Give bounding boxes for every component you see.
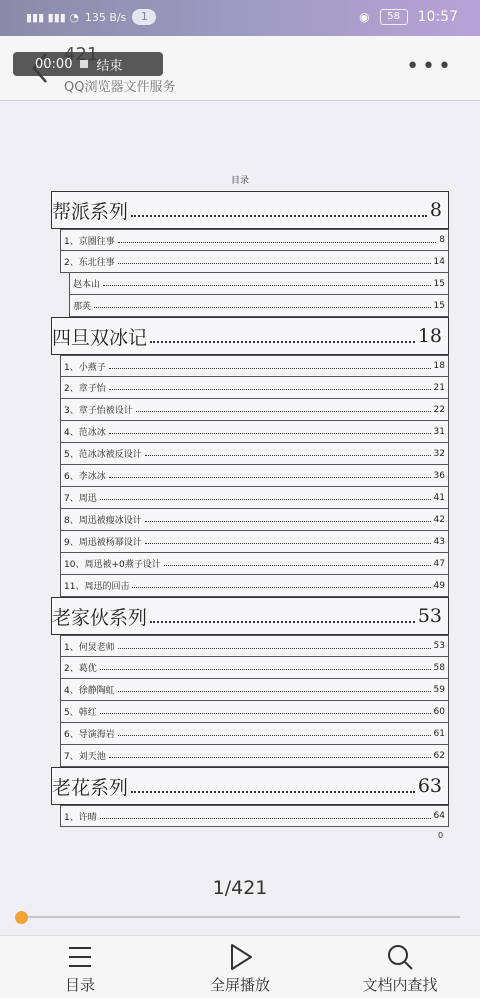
toc-entry-label: 5、范冰冰被反设计 <box>64 450 142 460</box>
net-speed: 135 B/s <box>84 10 127 24</box>
toc-leader-dots <box>145 543 431 544</box>
toc-leader-dots <box>150 621 415 623</box>
toc-entry[interactable] <box>60 509 449 531</box>
toc-leader-dots <box>100 669 431 670</box>
toc-section[interactable] <box>51 317 449 355</box>
toc-entry-page: 21 <box>433 382 445 393</box>
toc-entry[interactable] <box>60 229 449 251</box>
toc-entry-label: 6、李冰冰 <box>64 472 106 482</box>
toc-entry-page: 53 <box>433 641 445 651</box>
toc-entry[interactable] <box>60 723 449 745</box>
toc-entry-page: 31 <box>433 426 445 437</box>
toc-entry-label: 6、导演海岩 <box>64 730 115 740</box>
toc-section-title: 四旦双冰记 <box>52 326 148 349</box>
more-options-button[interactable] <box>406 54 454 79</box>
toc-entry[interactable] <box>60 553 449 575</box>
toc-entry-label: 1、许晴 <box>64 812 97 823</box>
toc-section-page: 8 <box>429 199 442 221</box>
recorder-time: 00:00 <box>35 56 73 72</box>
status-left <box>26 9 156 25</box>
toc-entry[interactable] <box>60 443 449 465</box>
stop-icon <box>80 60 88 68</box>
status-bar <box>0 0 480 36</box>
toc-section-page: 53 <box>417 605 442 627</box>
toc-entry-page: 41 <box>433 492 445 503</box>
toc-leader-dots <box>145 521 431 522</box>
toc-entry-label: 5、韩红 <box>64 708 97 718</box>
toc-leader-dots <box>100 713 431 714</box>
toc-entry-label: 3、章子怡被设计 <box>64 406 133 416</box>
toc-heading: 目录 <box>230 176 249 186</box>
toc-entry-label: 2、葛优 <box>64 664 97 674</box>
status-right <box>359 9 458 25</box>
toc-section-page: 18 <box>417 325 442 347</box>
toc-entry-label: 赵本山 <box>73 280 101 290</box>
toc-entry[interactable] <box>60 377 449 399</box>
toc-entry[interactable] <box>60 679 449 701</box>
toc-leader-dots <box>131 791 415 793</box>
toc-entry-label: 1、何炅老师 <box>64 642 115 653</box>
toc-section-title: 帮派系列 <box>52 200 129 223</box>
toc-entry[interactable] <box>60 251 449 273</box>
toc-entry[interactable] <box>60 355 449 377</box>
toc-entry-page: 18 <box>433 361 445 371</box>
toc-leader-dots <box>118 648 431 649</box>
eye-comfort-icon: ◉ <box>359 10 370 24</box>
document-page[interactable] <box>0 101 480 861</box>
page-counter: 1/421 <box>212 877 268 899</box>
toc-entry-page: 59 <box>433 684 445 695</box>
toc-entry-label: 1、京圈往事 <box>64 236 115 247</box>
find-in-document-label: 文档内查找 <box>362 976 438 994</box>
more-dots-icon: ••• <box>406 54 454 79</box>
toc-entry[interactable] <box>60 657 449 679</box>
page-slider-thumb[interactable] <box>15 911 28 924</box>
find-in-document-button[interactable] <box>320 936 480 998</box>
play-icon <box>225 942 255 972</box>
toc-section-page: 63 <box>417 775 442 797</box>
toc-entry-page: 43 <box>433 536 445 547</box>
recorder-end-button[interactable]: 结束 <box>96 58 123 74</box>
toc-leader-dots <box>109 389 431 390</box>
toc-section[interactable] <box>51 767 449 805</box>
toc-section[interactable] <box>51 597 449 635</box>
toc-leader-dots <box>131 215 427 217</box>
toc-button-label: 目录 <box>64 976 95 994</box>
toc-entry-label: 10、周迅被+0燕子设计 <box>64 560 161 570</box>
toc-entry-label: 9、周迅被杨幂设计 <box>64 538 142 548</box>
toc-leader-dots <box>164 565 431 566</box>
toc-section-title: 老花系列 <box>52 776 129 799</box>
toc-leader-dots <box>118 691 431 692</box>
toc-leader-dots <box>100 818 431 819</box>
toc-button[interactable] <box>0 936 160 998</box>
toc-entry-label: 7、刘天池 <box>64 752 106 762</box>
toc-entry-page: 47 <box>433 558 445 569</box>
toc-entry-label: 2、东北往事 <box>64 258 115 268</box>
toc-entry[interactable] <box>60 531 449 553</box>
toc-entry-page: 58 <box>433 662 445 673</box>
table-of-contents <box>51 191 449 827</box>
fullscreen-play-button[interactable] <box>160 936 320 998</box>
toc-leader-dots <box>103 285 431 286</box>
toc-entry-page: 64 <box>433 811 445 821</box>
toc-entry-label: 2、章子怡 <box>64 384 106 394</box>
toc-entry-label: 1、小燕子 <box>64 362 106 373</box>
toc-entry-label: 4、徐静陶虹 <box>64 686 115 696</box>
toc-entry[interactable] <box>60 805 449 827</box>
toc-leader-dots <box>145 455 431 456</box>
toc-entry[interactable] <box>60 701 449 723</box>
toc-section-title: 老家伙系列 <box>52 606 148 629</box>
bottom-toolbar <box>0 935 480 998</box>
toc-entry-page: 32 <box>433 448 445 459</box>
toc-entry-page: 15 <box>433 278 445 289</box>
toc-entry[interactable] <box>60 465 449 487</box>
toc-leader-dots <box>132 587 430 588</box>
document-page-number: 0 <box>438 831 444 840</box>
toc-leader-dots <box>109 477 431 478</box>
toc-entry-label: 11、周迅的回击 <box>64 582 130 592</box>
page-subtitle: QQ浏览器文件服务 <box>64 80 176 95</box>
toc-leader-dots <box>118 263 431 264</box>
toc-entry[interactable] <box>60 745 449 767</box>
notification-badge: 1 <box>132 9 156 25</box>
toc-entry-label: 那英 <box>73 302 92 312</box>
fullscreen-play-label: 全屏播放 <box>209 976 270 994</box>
toc-leader-dots <box>136 411 431 412</box>
toc-entry-label: 8、周迅被瘦冰设计 <box>64 516 142 526</box>
toc-entry-page: 14 <box>433 256 445 267</box>
toc-section[interactable] <box>51 191 449 229</box>
toc-entry[interactable] <box>60 635 449 657</box>
toc-entry-label: 7、周迅 <box>64 494 97 504</box>
toc-leader-dots <box>118 735 431 736</box>
screen-recorder-overlay[interactable] <box>13 52 163 76</box>
toc-entry-page: 61 <box>433 728 445 739</box>
toc-entry[interactable] <box>60 487 449 509</box>
toc-entry[interactable] <box>69 295 449 317</box>
clock: 10:57 <box>417 9 458 25</box>
signal-icon: ▮▮▮ ▮▮▮ ◔ <box>26 10 79 24</box>
toc-entry-page: 15 <box>433 300 445 311</box>
toc-entry[interactable] <box>60 421 449 443</box>
toc-entry-page: 62 <box>433 750 445 761</box>
toc-leader-dots <box>94 307 431 308</box>
toc-entry-page: 8 <box>439 235 445 245</box>
toc-entry-page: 60 <box>433 706 445 717</box>
toc-entry-page: 22 <box>433 404 445 415</box>
battery-icon: 58 <box>380 9 408 25</box>
toc-entry-page: 42 <box>433 514 445 525</box>
toc-leader-dots <box>109 433 431 434</box>
toc-leader-dots <box>150 341 415 343</box>
toc-leader-dots <box>118 242 437 243</box>
toc-entry-page: 36 <box>433 470 445 481</box>
toc-entry-page: 49 <box>433 580 445 591</box>
toc-entry[interactable] <box>69 273 449 295</box>
toc-entry[interactable] <box>60 575 449 597</box>
toc-leader-dots <box>100 499 431 500</box>
toc-leader-dots <box>109 757 431 758</box>
list-icon <box>65 942 95 972</box>
toc-leader-dots <box>109 368 431 369</box>
search-icon <box>385 942 415 972</box>
toc-entry[interactable] <box>60 399 449 421</box>
page-slider-track[interactable] <box>20 916 460 918</box>
toc-entry-label: 4、范冰冰 <box>64 428 106 438</box>
